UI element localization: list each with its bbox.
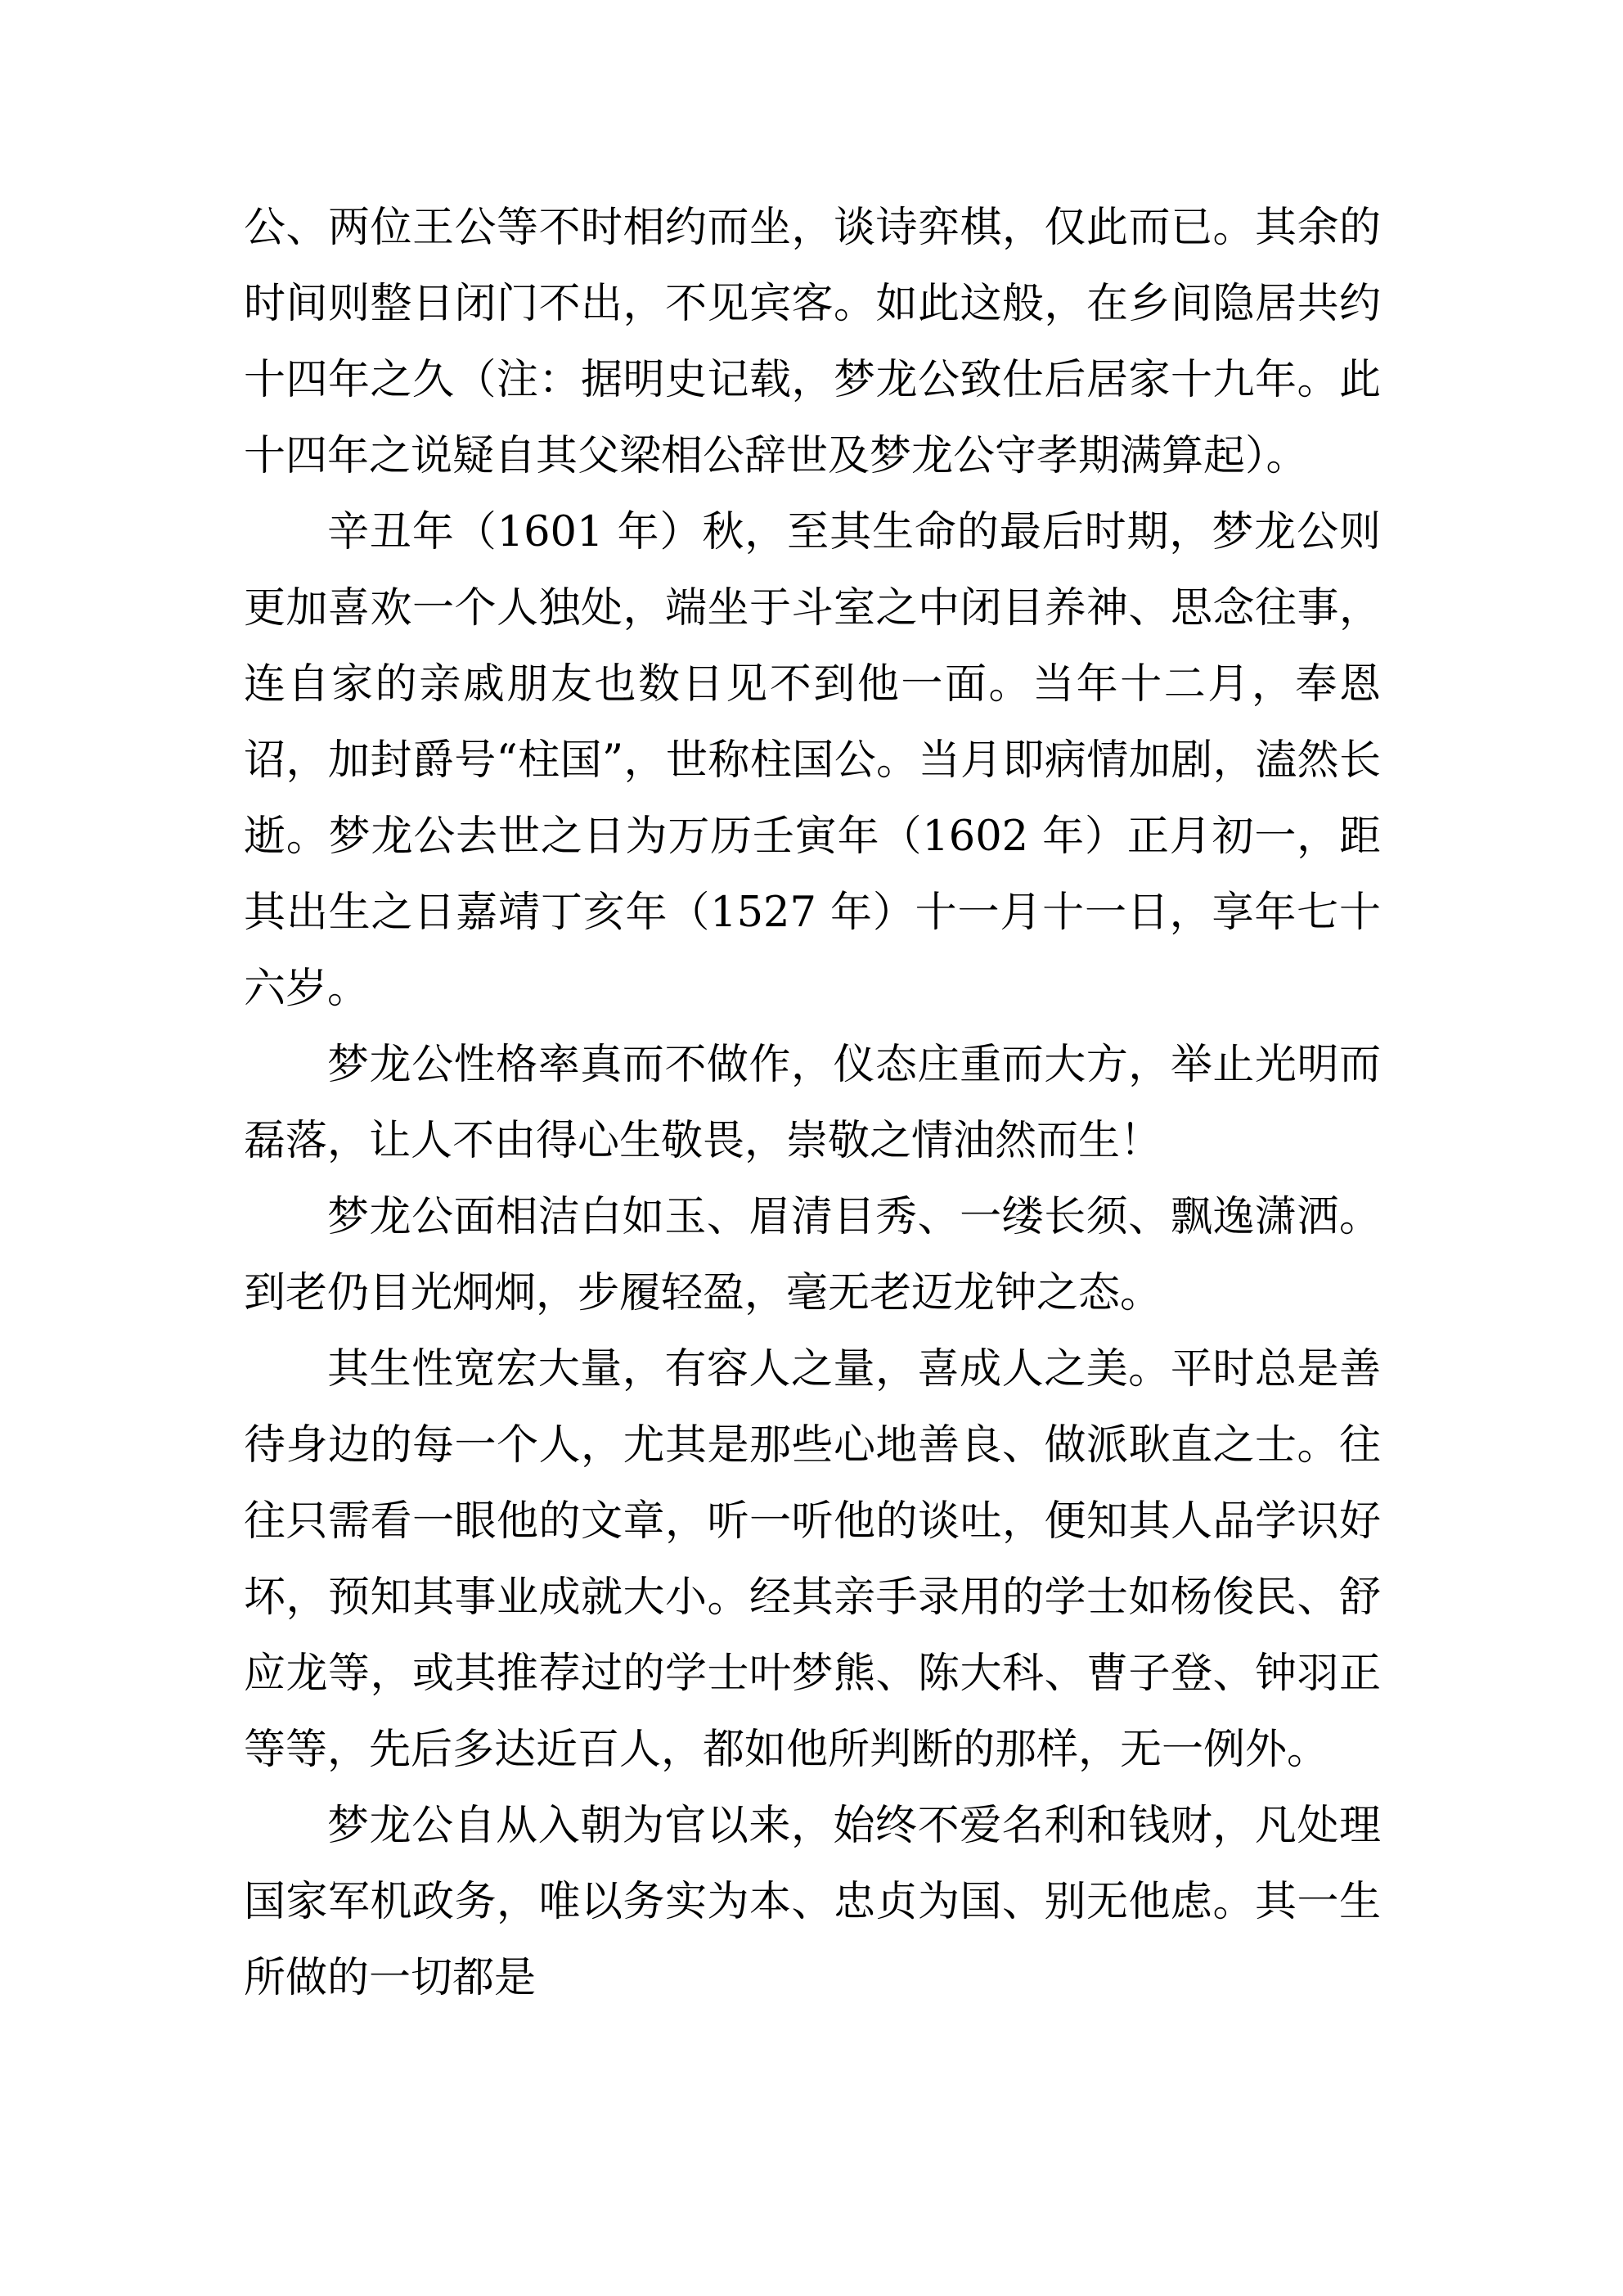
paragraph-6: 梦龙公自从入朝为官以来，始终不爱名利和钱财，凡处理国家军机政务，唯以务实为本、忠贞为国、别无他虑。其一生所做的一切都是 [244,1802,1381,2002]
paragraph-4: 梦龙公面相洁白如玉、眉清目秀、一缕长须、飘逸潇洒。到老仍目光炯炯，步履轻盈，毫无老迈龙钟之态。 [244,1193,1381,1317]
paragraph-5: 其生性宽宏大量，有容人之量，喜成人之美。平时总是善待身边的每一个人，尤其是那些心地善良、做派耿直之士。往往只需看一眼他的文章，听一听他的谈吐，便知其人品学识好坏，预知其事业成就大小。经其亲手录用的学士如杨俊民、舒应龙等，或其推荐过的学士叶梦熊、陈大科、曹子登、钟羽正等等，先后多达近百人，都如他所判断的那样，无一例外。 [244,1345,1381,1774]
body-text-column [244,190,1381,2016]
paragraph-1: 公、两位王公等不时相约而坐，谈诗弈棋，仅此而已。其余的时间则整日闭门不出，不见宾客。如此这般，在乡间隐居共约十四年之久（注：据明史记载，梦龙公致仕后居家十九年。此十四年之说疑自其父梁相公辞世及梦龙公守孝期满算起）。 [244,204,1381,480]
paragraph-3: 梦龙公性格率真而不做作，仪态庄重而大方，举止光明而磊落，让人不由得心生敬畏，崇敬之情油然而生！ [244,1041,1381,1165]
paragraph-2: 辛丑年（1601 年）秋，至其生命的最后时期，梦龙公则更加喜欢一个人独处，端坐于斗室之中闭目养神、思念往事，连自家的亲戚朋友也数日见不到他一面。当年十二月，奉恩诏，加封爵号“柱国”，世称柱国公。当月即病情加剧，溘然长逝。梦龙公去世之日为万历壬寅年（1602 年）正月初一，距其出生之日嘉靖丁亥年（1527 年）十一月十一日，享年七十六岁。 [244,508,1381,1013]
